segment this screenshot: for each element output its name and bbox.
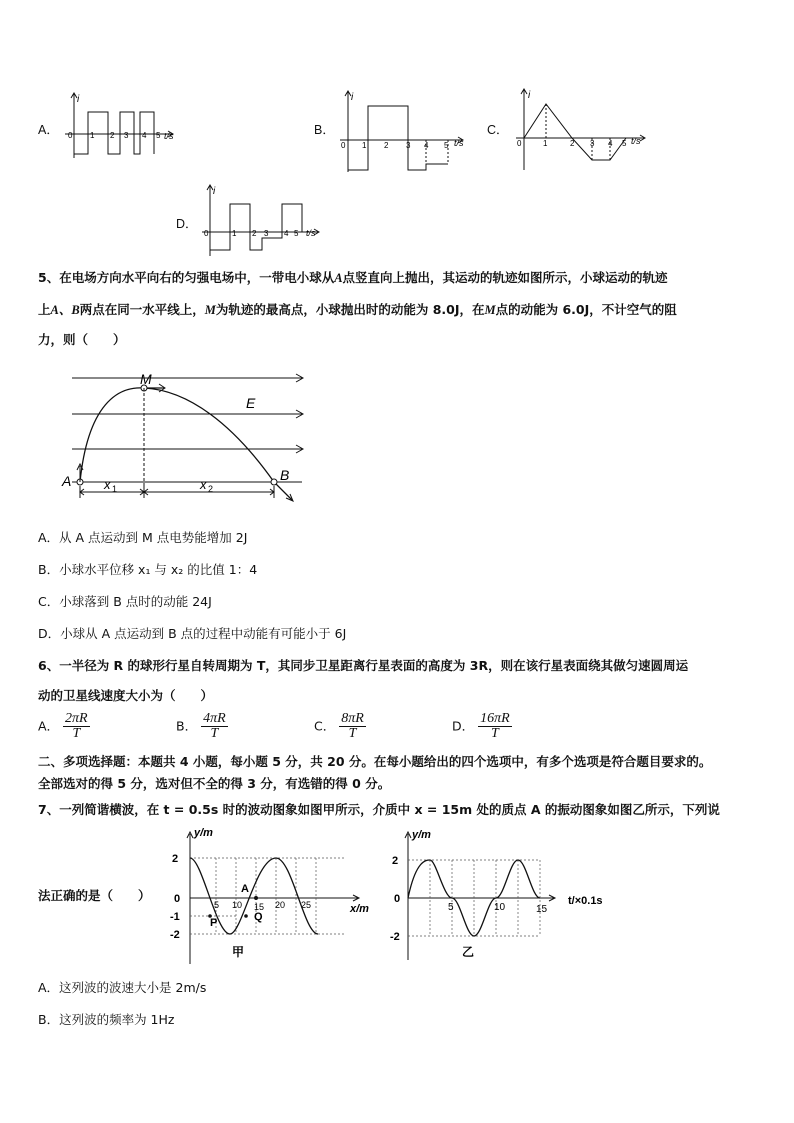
svg-text:2: 2: [384, 141, 389, 150]
q6-line1: 6、一半径为 R 的球形行星自转周期为 T，其同步卫星距离行星表面的高度为 3R，则在该行星表面绕其做匀速圆周运: [38, 658, 689, 673]
q6-option-A: A． $\frac{2\pi R}{T}$: [38, 711, 88, 741]
svg-text:A: A: [62, 473, 72, 489]
section2-line2: 全部选对的得 5 分，选对但不全的得 3 分，有选错的得 0 分。: [38, 776, 391, 791]
svg-text:x: x: [104, 477, 111, 492]
svg-text:2: 2: [110, 131, 115, 140]
svg-text:i: i: [351, 92, 354, 103]
svg-text:0: 0: [394, 893, 401, 905]
svg-text:1: 1: [543, 139, 548, 148]
svg-text:M: M: [140, 371, 152, 387]
svg-text:10: 10: [232, 900, 243, 910]
svg-text:25: 25: [301, 900, 312, 910]
svg-text:0: 0: [517, 139, 522, 148]
svg-text:10: 10: [494, 902, 506, 913]
svg-text:1: 1: [112, 484, 118, 494]
svg-text:P: P: [210, 917, 218, 929]
axis-i-label: i: [77, 94, 80, 105]
svg-text:1: 1: [232, 229, 237, 238]
svg-text:-1: -1: [170, 911, 180, 923]
svg-text:15: 15: [536, 904, 548, 915]
option-A-label: A．: [38, 123, 59, 137]
q6-option-C: C． $\frac{8\pi R}{T}$: [314, 711, 364, 741]
svg-text:甲: 甲: [232, 945, 245, 959]
axis-t-label: t/s: [164, 131, 174, 141]
svg-text:5: 5: [622, 139, 627, 148]
graph-B: [338, 90, 473, 175]
q5-option-D: D．小球从 A 点运动到 B 点的过程中动能有可能小于 6J: [38, 626, 347, 641]
svg-text:A: A: [241, 883, 249, 895]
svg-text:0: 0: [174, 893, 181, 905]
svg-text:t/s: t/s: [631, 136, 641, 146]
q7-line2: 法正确的是（ ）: [38, 888, 151, 903]
svg-text:2: 2: [208, 484, 214, 494]
q5-figure: [58, 364, 313, 509]
svg-text:x: x: [200, 477, 207, 492]
svg-text:4: 4: [142, 131, 147, 140]
svg-text:3: 3: [406, 141, 411, 150]
q7-figure-jia: [170, 826, 375, 968]
q5-line3: 力，则（ ）: [38, 332, 126, 347]
svg-text:1: 1: [90, 131, 95, 140]
svg-text:y/m: y/m: [412, 829, 431, 841]
svg-text:i: i: [213, 186, 216, 197]
q6-line2: 动的卫星线速度大小为（ ）: [38, 688, 214, 703]
q7-line1: 7、一列简谐横波，在 t = 0.5s 时的波动图象如图甲所示，介质中 x = 15m 处的质点 A 的振动图象如图乙所示，下列说: [38, 802, 720, 817]
graph-C: [514, 88, 654, 173]
option-D-label: D．: [176, 217, 198, 231]
svg-text:5: 5: [444, 141, 449, 150]
q6-option-D: D． $\frac{16\pi R}{T}$: [452, 711, 510, 741]
q5-option-B: B．小球水平位移 x₁ 与 x₂ 的比值 1：4: [38, 562, 258, 577]
section2-line1: 二、多项选择题：本题共 4 小题，每小题 5 分，共 20 分。在每小题给出的四个选项中，有多个选项是符合题目要求的。: [38, 754, 712, 769]
svg-text:i: i: [528, 90, 531, 101]
svg-text:y/m: y/m: [194, 827, 213, 839]
svg-text:4: 4: [284, 229, 289, 238]
svg-text:2: 2: [252, 229, 257, 238]
svg-text:4: 4: [424, 141, 429, 150]
svg-text:4: 4: [608, 139, 613, 148]
q7-option-A: A．这列波的波速大小是 2m/s: [38, 980, 207, 995]
svg-text:5: 5: [214, 900, 220, 910]
option-B-label: B．: [314, 123, 335, 137]
svg-text:3: 3: [264, 229, 269, 238]
svg-text:E: E: [246, 395, 256, 411]
svg-text:t/s: t/s: [454, 138, 464, 148]
svg-text:3: 3: [590, 139, 595, 148]
q5-line2: 上A、B两点在同一水平线上，M为轨迹的最高点，小球抛出时的动能为 8.0J，在M点的动能为 6.0J，不计空气的阻: [38, 302, 677, 317]
svg-text:15: 15: [254, 902, 265, 912]
option-C-label: C．: [487, 123, 509, 137]
q5-option-C: C．小球落到 B 点时的动能 24J: [38, 594, 212, 609]
svg-text:Q: Q: [254, 911, 263, 923]
svg-text:x/m: x/m: [350, 903, 369, 915]
svg-text:5: 5: [448, 902, 454, 913]
svg-text:0: 0: [341, 141, 346, 150]
q7-figure-yi: [388, 826, 628, 966]
svg-text:2: 2: [570, 139, 575, 148]
q5-line1: 5、在电场方向水平向右的匀强电场中，一带电小球从A点竖直向上抛出，其运动的轨迹如图所示，小球运动的轨迹: [38, 270, 668, 285]
svg-text:2: 2: [172, 853, 179, 865]
svg-text:5: 5: [294, 229, 299, 238]
svg-text:0: 0: [204, 229, 209, 238]
svg-text:2: 2: [392, 855, 399, 867]
graph-A: [60, 92, 190, 160]
q6-option-B: B． $\frac{4\pi R}{T}$: [176, 711, 226, 741]
svg-text:1: 1: [362, 141, 367, 150]
svg-text:-2: -2: [390, 931, 400, 943]
q5-option-A: A．从 A 点运动到 M 点电势能增加 2J: [38, 530, 248, 545]
q7-option-B: B．这列波的频率为 1Hz: [38, 1012, 175, 1027]
svg-text:5: 5: [156, 131, 161, 140]
svg-text:0: 0: [68, 131, 73, 140]
svg-text:t/s: t/s: [306, 228, 316, 238]
graph-D: [198, 184, 328, 260]
svg-text:B: B: [280, 467, 290, 483]
svg-text:-2: -2: [170, 929, 180, 941]
svg-text:乙: 乙: [462, 945, 475, 959]
svg-text:20: 20: [275, 900, 286, 910]
svg-text:3: 3: [124, 131, 129, 140]
svg-text:t/×0.1s: t/×0.1s: [568, 895, 603, 907]
